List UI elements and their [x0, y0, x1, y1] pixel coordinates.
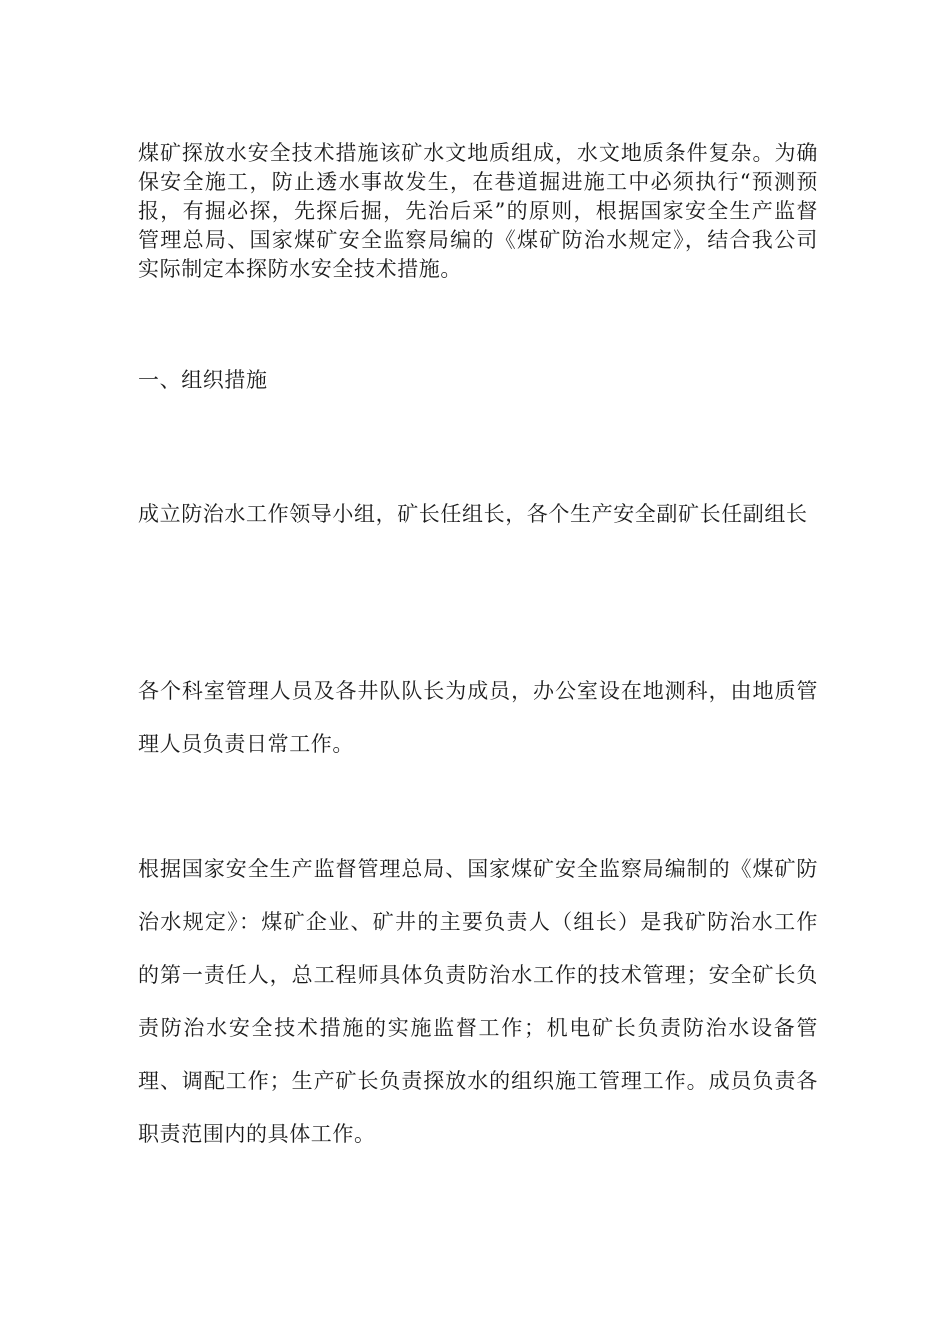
body-paragraph-3: 根据国家安全生产监督管理总局、国家煤矿安全监察局编制的《煤矿防治水规定》：煤矿企业、矿井的主要负责人（组长）是我矿防治水工作的第一责任人，总工程师具体负责防治水工作的技术管理；安全矿长负责防治水安全技术措施的实施监督工作；机电矿长负责防治水设备管理、调配工作；生产矿长负责探放水的组织施工管理工作。成员负责各职责范围内的具体工作。	[138, 857, 818, 1146]
intro-paragraph: 煤矿探放水安全技术措施该矿水文地质组成，水文地质条件复杂。为确保安全施工，防止透水事故发生，在巷道掘进施工中必须执行“预测预报，有掘必探，先探后掘，先治后采”的原则，根据国家安全生产监督管理总局、国家煤矿安全监察局编的《煤矿防治水规定》，结合我公司实际制定本探防水安全技术措施。	[138, 141, 818, 281]
section-heading: 一、组织措施	[138, 368, 268, 392]
body-paragraph-1: 成立防治水工作领导小组，矿长任组长，各个生产安全副矿长任副组长	[138, 502, 808, 526]
body-paragraph-2: 各个科室管理人员及各井队队长为成员，办公室设在地测科，由地质管理人员负责日常工作。	[138, 679, 818, 756]
